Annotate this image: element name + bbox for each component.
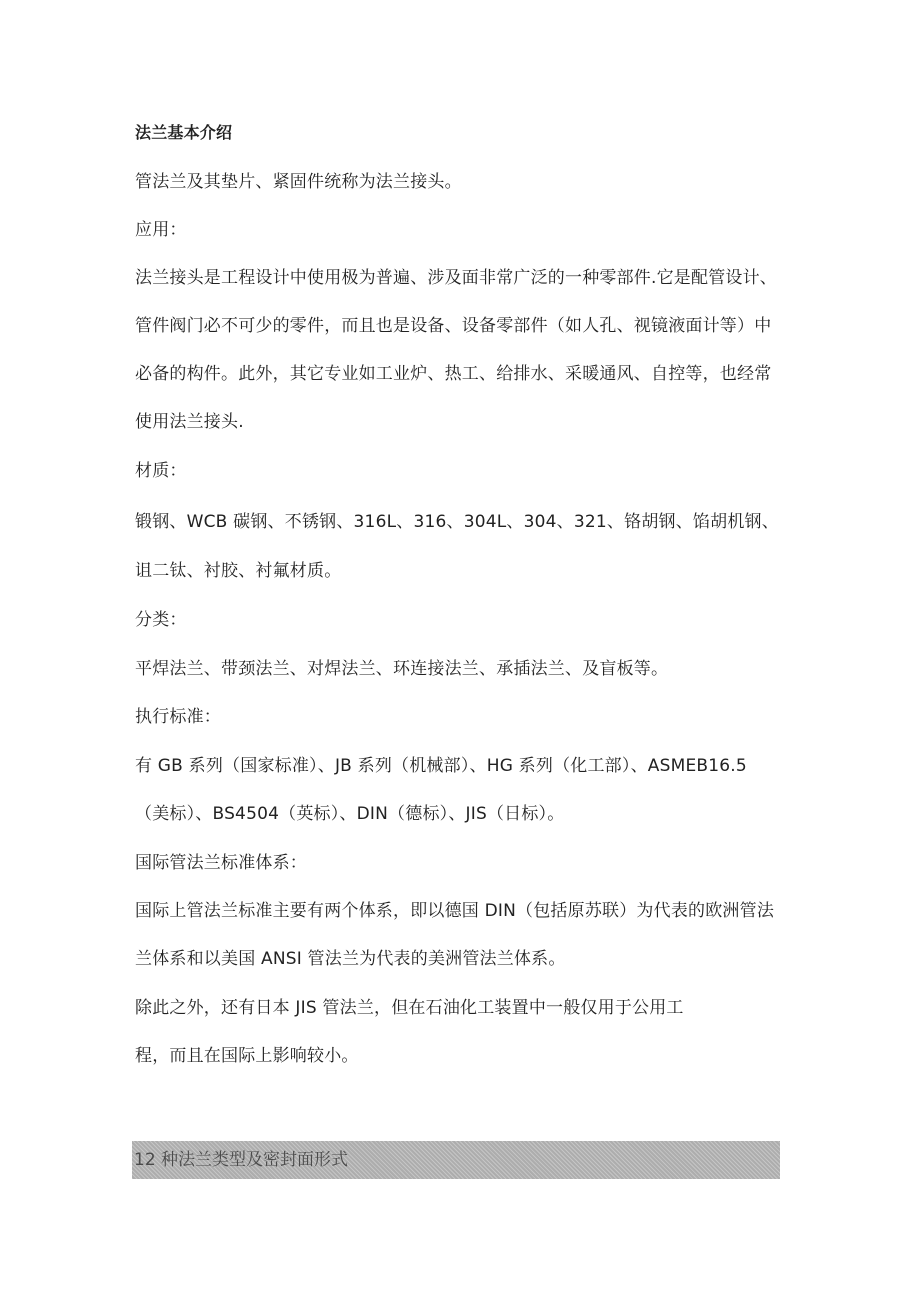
paragraph-line: 必备的构件。此外，其它专业如工业炉、热工、给排水、采暖通风、自控等，也经常 [135,364,772,384]
paragraph-line: 法兰接头是工程设计中使用极为普遍、涉及面非常广泛的一种零部件.它是配管设计、 [135,268,778,288]
paragraph-line: 国际管法兰标准体系： [135,853,307,873]
paragraph-line: 管件阀门必不可少的零件，而且也是设备、设备零部件（如人孔、视镜液面计等）中 [135,316,772,336]
paragraph-line: 应用： [135,220,187,240]
paragraph-line: 分类： [135,610,187,630]
paragraph-line: 除此之外，还有日本 JIS 管法兰，但在石油化工装置中一般仅用于公用工 [135,998,684,1018]
paragraph-line: 管法兰及其垫片、紧固件统称为法兰接头。 [135,172,462,192]
paragraph-line: 锻钢、WCB 碳钢、不锈钢、316L、316、304L、304、321、铬胡钢、馅胡机钢、 [135,512,779,532]
paragraph-line: （美标）、BS4504（英标）、DIN（德标）、JIS（日标）。 [135,804,565,824]
paragraph-line: 兰体系和以美国 ANSI 管法兰为代表的美洲管法兰体系。 [135,949,566,969]
paragraph-line: 有 GB 系列（国家标准）、JB 系列（机械部）、HG 系列（化工部）、ASMEB16.5 [135,756,747,776]
paragraph-line: 诅二钛、衬胶、衬氟材质。 [135,561,342,581]
paragraph-line: 执行标准： [135,707,221,727]
paragraph-line: 程，而且在国际上影响较小。 [135,1046,359,1066]
section-banner-title: 12 种法兰类型及密封面形式 [134,1150,349,1170]
section-banner [132,1141,780,1179]
paragraph-line: 材质： [135,461,187,481]
paragraph-line: 平焊法兰、带颈法兰、对焊法兰、环连接法兰、承插法兰、及盲板等。 [135,659,669,679]
paragraph-line: 使用法兰接头. [135,412,244,432]
paragraph-line: 国际上管法兰标准主要有两个体系，即以德国 DIN（包括原苏联）为代表的欧洲管法 [135,901,775,921]
page-title: 法兰基本介绍 [135,123,233,142]
